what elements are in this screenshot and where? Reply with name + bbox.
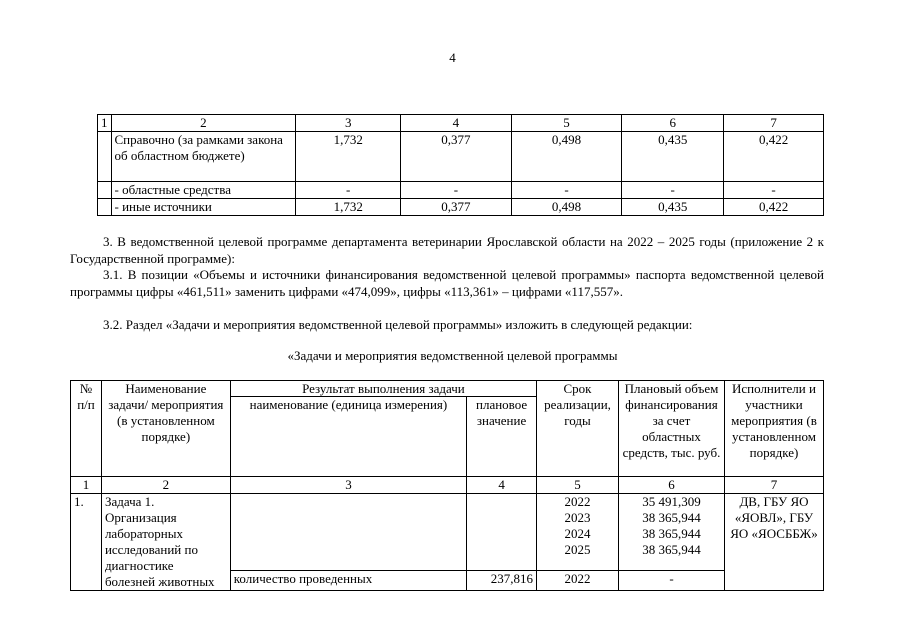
value-cell: - (511, 182, 622, 199)
value-cell: - (724, 182, 824, 199)
value-cell: 0,498 (511, 199, 622, 216)
col-number: 4 (467, 477, 537, 494)
table-row (71, 494, 824, 571)
col-number: 6 (619, 477, 725, 494)
task-name: Задача 1. Организация лабораторных исследований по диагностике болезней животных (101, 494, 230, 591)
col-header: 7 (724, 115, 824, 132)
table-header-row (71, 381, 824, 397)
header-volume: Плановый объем финансирования за счет областных средств, тыс. руб. (619, 381, 725, 477)
header-num: № п/п (71, 381, 102, 477)
col-header: 1 (98, 115, 112, 132)
value-cell: 0,422 (724, 199, 824, 216)
executors-cell: ДВ, ГБУ ЯО «ЯОВЛ», ГБУ ЯО «ЯОСББЖ» (724, 494, 823, 591)
value-cell: 0,435 (622, 132, 724, 182)
volume: 38 365,944 (642, 526, 701, 541)
value-cell: - (401, 182, 512, 199)
paragraph-3: 3. В ведомственной целевой программе департамента ветеринарии Ярославской области на 2022 – 2025 годы (приложение 2 к Государственной программе): (70, 234, 824, 266)
volume: 38 365,944 (642, 510, 701, 525)
section-title: «Задачи и мероприятия ведомственной целевой программы (287, 348, 618, 363)
empty-cell (98, 182, 112, 199)
table-row (98, 132, 824, 182)
col-number: 5 (537, 477, 619, 494)
col-number: 2 (101, 477, 230, 494)
value-cell: 0,422 (724, 132, 824, 182)
year: 2023 (564, 510, 591, 525)
col-header: 6 (622, 115, 724, 132)
header-name: Наименование задачи/ мероприятия (в установленном порядке) (101, 381, 230, 477)
paragraph-3-2: 3.2. Раздел «Задачи и мероприятия ведомственной целевой программы» изложить в следующей редакции: (103, 317, 693, 332)
col-header: 5 (511, 115, 622, 132)
value-cell: 0,435 (622, 199, 724, 216)
value-cell: 0,377 (401, 199, 512, 216)
header-result-value: плановое значение (467, 397, 537, 477)
value-cell: - (622, 182, 724, 199)
value-cell: 1,732 (296, 132, 401, 182)
table-row (98, 182, 824, 199)
table-colnum-row (71, 477, 824, 494)
row-label: Справочно (за рамками закона об областном бюджете) (111, 132, 296, 182)
tasks-table (70, 380, 824, 591)
row-label: - иные источники (111, 199, 296, 216)
value-cell: 1,732 (296, 199, 401, 216)
table-row (98, 199, 824, 216)
row-num: 1. (71, 494, 102, 591)
empty-cell (98, 132, 112, 182)
row-label: - областные средства (111, 182, 296, 199)
year: 2022 (564, 494, 591, 509)
page-number: 4 (449, 50, 456, 65)
col-header: 2 (111, 115, 296, 132)
header-result-name: наименование (единица измерения) (230, 397, 466, 477)
volume: - (619, 570, 725, 590)
volume: 35 491,309 (642, 494, 701, 509)
volume: 38 365,944 (642, 542, 701, 557)
table-header-row (98, 115, 824, 132)
empty-cell (230, 494, 466, 571)
col-header: 4 (401, 115, 512, 132)
year: 2024 (564, 526, 591, 541)
year: 2025 (564, 542, 591, 557)
header-result: Результат выполнения задачи (230, 381, 536, 397)
result-value: 237,816 (467, 570, 537, 590)
value-cell: 0,498 (511, 132, 622, 182)
years-cell (537, 494, 619, 571)
empty-cell (98, 199, 112, 216)
header-term: Срок реализации, годы (537, 381, 619, 477)
value-cell: 0,377 (401, 132, 512, 182)
year: 2022 (537, 570, 619, 590)
result-name: количество проведенных (230, 570, 466, 590)
col-number: 3 (230, 477, 466, 494)
volumes-cell (619, 494, 725, 571)
empty-cell (467, 494, 537, 571)
value-cell: - (296, 182, 401, 199)
col-number: 1 (71, 477, 102, 494)
header-executors: Исполнители и участники мероприятия (в установленном порядке) (724, 381, 823, 477)
funding-table (97, 114, 824, 216)
paragraph-3-1: 3.1. В позиции «Объемы и источники финансирования ведомственной целевой программы» паспорта ведомственной целевой программы цифры «461,511» заменить цифрами «474,099», цифры «113,361» – цифрами «117,557». (70, 267, 824, 299)
col-header: 3 (296, 115, 401, 132)
col-number: 7 (724, 477, 823, 494)
